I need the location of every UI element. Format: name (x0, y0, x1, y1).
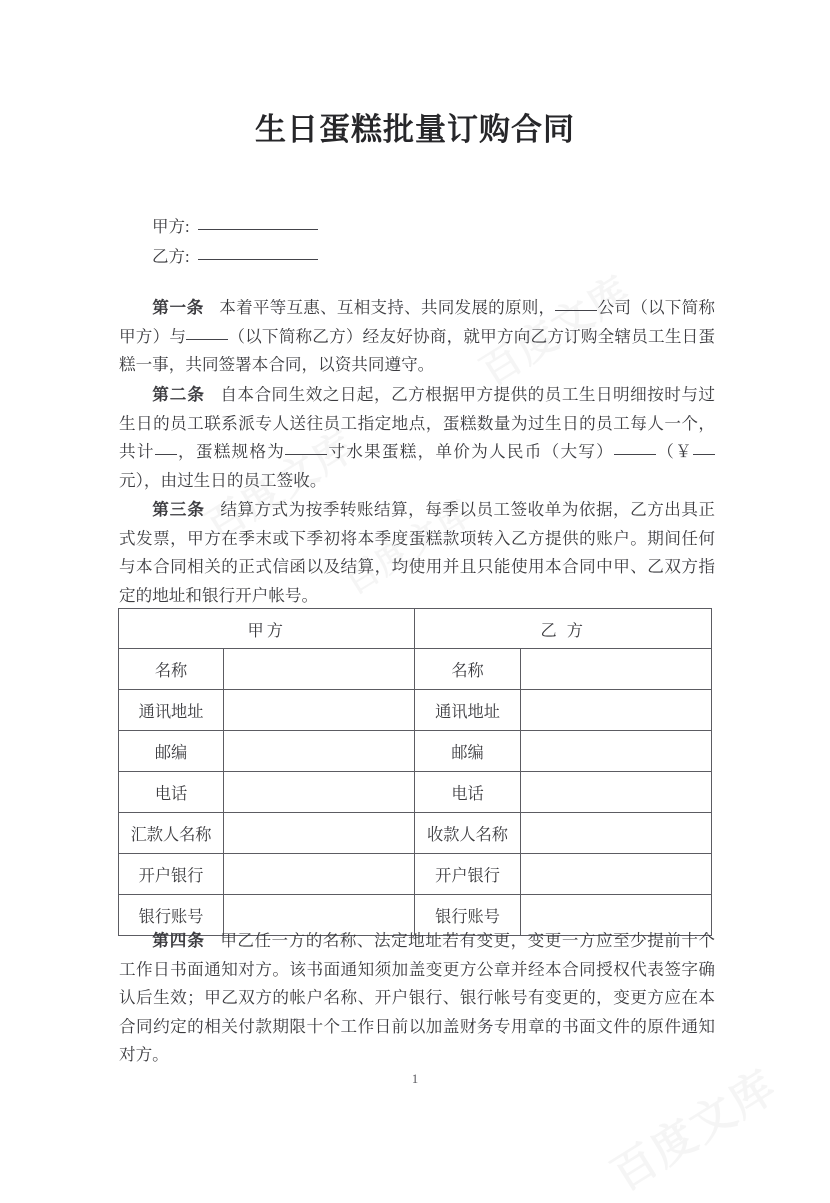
party-b-header-cell: 乙 方 (415, 609, 712, 649)
row-value-b[interactable] (520, 772, 711, 813)
article-2-blank-total-count[interactable] (155, 454, 177, 455)
article-1 (119, 294, 715, 380)
table-row (119, 813, 712, 854)
party-b-row (152, 242, 318, 272)
row-value-a[interactable] (224, 854, 415, 895)
party-a-header-cell: 甲方 (119, 609, 415, 649)
article-2-paragraph (119, 381, 715, 495)
article-1-text-1: 本着平等互惠、互相支持、共同发展的原则， (219, 298, 556, 317)
article-2-blank-cake-size[interactable] (285, 454, 327, 455)
article-2-label: 第二条 (152, 385, 205, 404)
article-1-text-3: （以下简称乙方）经友好协商，就甲方向乙方订购全辖员工生日蛋糕一事，共同签署本合同，以资共同遵守。 (119, 326, 716, 375)
article-3-text: 结算方式为按季转账结算，每季以员工签收单为依据，乙方出具正式发票，甲方在季末或下季初将本季度蛋糕款项转入乙方提供的账户。期间任何与本合同相关的正式信函以及结算，均使用并且只能使用本合同中甲、乙双方指定的地址和银行开户帐号。 (119, 500, 716, 605)
party-a-blank-field[interactable] (198, 229, 318, 230)
article-1-text-2: 公司（以下简称甲方）与 (119, 298, 716, 346)
row-label-a: 开户银行 (119, 854, 224, 895)
row-label-a: 通讯地址 (119, 690, 224, 731)
article-1-paragraph (119, 294, 715, 380)
row-value-b[interactable] (520, 649, 711, 690)
row-value-b[interactable] (520, 731, 711, 772)
row-value-a[interactable] (224, 690, 415, 731)
article-2-text-3: 寸水果蛋糕，单价为人民币（大写） (327, 442, 615, 462)
party-signature-block (152, 212, 318, 272)
row-value-b[interactable] (520, 690, 711, 731)
party-a-label: 甲方: (152, 217, 190, 236)
party-information-table (118, 608, 712, 936)
article-2-blank-price-figures[interactable] (693, 454, 715, 455)
article-2-text-4: （￥ (656, 442, 694, 462)
table-row (119, 649, 712, 690)
table-row (119, 690, 712, 731)
row-label-a: 汇款人名称 (119, 813, 224, 854)
table-row (119, 731, 712, 772)
article-1-blank-company[interactable] (555, 310, 597, 311)
row-label-b: 通讯地址 (415, 690, 520, 731)
article-3-label: 第三条 (152, 500, 205, 519)
row-label-b: 电话 (415, 772, 520, 813)
row-label-b: 名称 (415, 649, 520, 690)
row-label-a: 电话 (119, 772, 224, 813)
row-value-a[interactable] (224, 813, 415, 854)
article-4-paragraph (119, 927, 715, 1070)
table-row (119, 772, 712, 813)
party-table-body (119, 609, 712, 936)
party-a-row (152, 212, 318, 242)
row-label-a: 邮编 (119, 731, 224, 772)
row-label-a: 银行账号 (119, 895, 224, 936)
article-1-blank-party-b[interactable] (186, 339, 228, 340)
party-b-label: 乙方: (152, 247, 190, 266)
row-value-b[interactable] (520, 813, 711, 854)
article-2-text-1: 自本合同生效之日起，乙方根据甲方提供的员工生日明细按时与过生日的员工联系派专人送往员工指定地点，蛋糕数量为过生日的员工每人一个，共计 (119, 385, 716, 462)
row-value-a[interactable] (224, 772, 415, 813)
article-2 (119, 381, 715, 495)
article-2-text-5: 元），由过生日的员工签收。 (119, 470, 327, 490)
row-label-b: 邮编 (415, 731, 520, 772)
article-4-text: 甲乙任一方的名称、法定地址若有变更，变更一方应至少提前十个工作日书面通知对方。该书面通知须加盖变更方公章并经本合同授权代表签字确认后生效；甲乙双方的帐户名称、开户银行、银行帐号有变更的，变更方应在本合同约定的相关付款期限十个工作日前以加盖财务专用章的书面文件的原件通知对方。 (119, 931, 716, 1065)
article-2-text-2: ，蛋糕规格为 (176, 442, 286, 462)
article-3 (119, 496, 715, 610)
row-label-b: 开户银行 (415, 854, 520, 895)
row-value-a[interactable] (224, 731, 415, 772)
page-number: 1 (411, 1072, 419, 1086)
article-2-blank-price-words[interactable] (614, 454, 656, 455)
table-row (119, 854, 712, 895)
row-value-b[interactable] (520, 854, 711, 895)
row-label-a: 名称 (119, 649, 224, 690)
row-value-a[interactable] (224, 649, 415, 690)
document-title: 生日蛋糕批量订购合同 (255, 112, 575, 147)
row-label-b: 银行账号 (415, 895, 520, 936)
article-3-paragraph (119, 496, 715, 610)
article-4 (119, 927, 715, 1070)
article-4-label: 第四条 (152, 931, 205, 950)
row-label-b: 收款人名称 (415, 813, 520, 854)
table-header-row (119, 609, 712, 649)
article-1-label: 第一条 (152, 298, 205, 317)
party-b-blank-field[interactable] (198, 259, 318, 260)
